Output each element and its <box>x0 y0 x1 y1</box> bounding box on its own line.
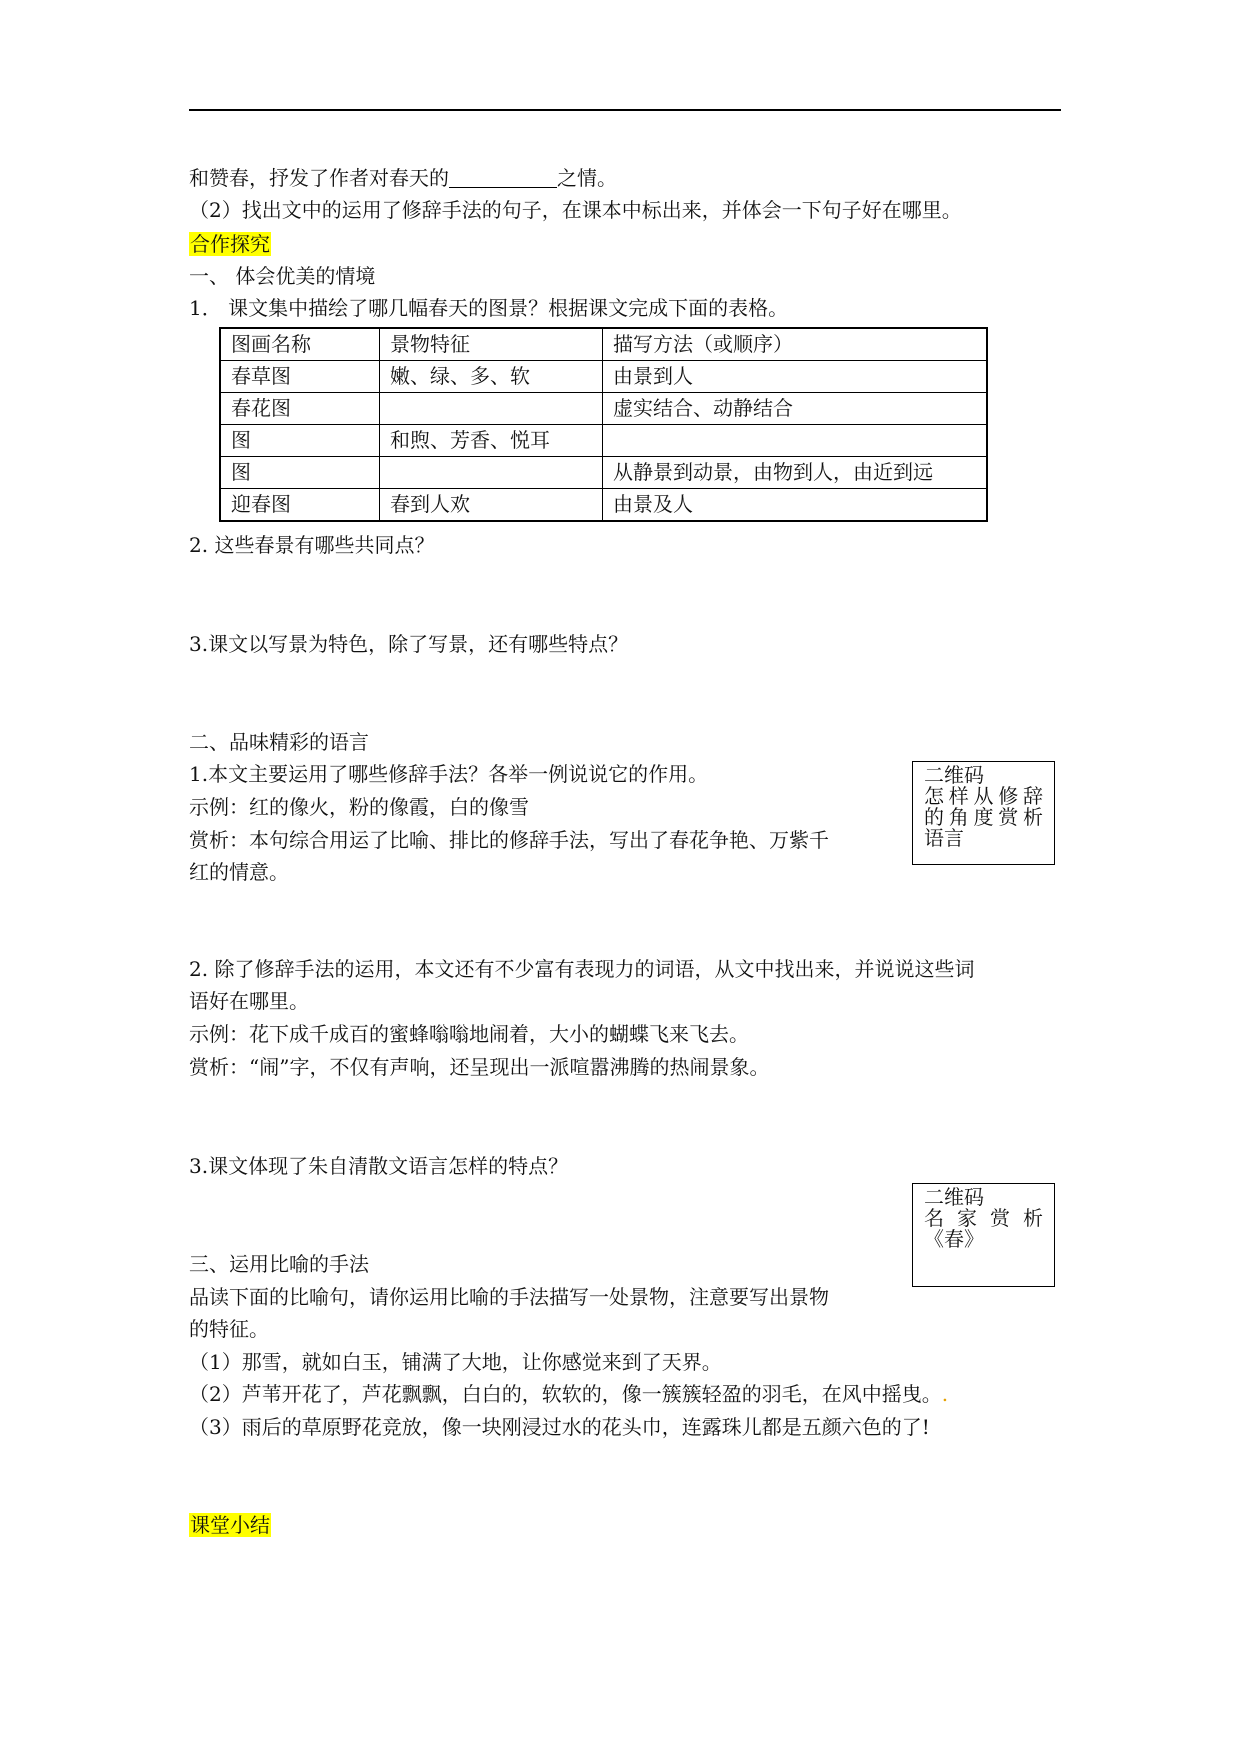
qr-caption-line: 名家赏析 <box>924 1206 1043 1230</box>
analysis-2: 赏析：“闹”字，不仅有声响，还呈现出一派喧嚣沸腾的热闹景象。 <box>189 1055 770 1079</box>
table-cell: 由景到人 <box>603 361 988 393</box>
table-cell[interactable]: 图 <box>220 425 380 457</box>
table-cell: 春花图 <box>220 393 380 425</box>
qr-label: 二维码 <box>924 763 984 787</box>
section-2-title: 二、品味精彩的语言 <box>189 730 369 754</box>
question-1-3: 3.课文以写景为特色，除了写景，还有哪些特点？ <box>189 632 629 656</box>
table-cell: 由景及人 <box>603 489 988 522</box>
qr-code-box-rhetoric[interactable] <box>912 761 1055 865</box>
header-rule <box>189 109 1061 111</box>
cooperative-heading <box>189 230 271 258</box>
table-header-cell: 图画名称 <box>220 328 380 361</box>
metaphor-sentence-2-text: （2）芦苇开花了，芦花飘飘，白白的，软软的，像一簇簇轻盈的羽毛，在风中摇曳。 <box>189 1382 942 1406</box>
table-cell: 和煦、芳香、悦耳 <box>380 425 603 457</box>
analysis-1-line-1: 赏析：本句综合用运了比喻、排比的修辞手法，写出了春花争艳、万紫千 <box>189 828 829 852</box>
highlighted-heading: 课堂小结 <box>190 1513 270 1537</box>
fill-in-blank[interactable] <box>449 167 557 188</box>
table-row <box>220 425 987 457</box>
intro-text-after-blank: 之情。 <box>557 166 617 190</box>
highlighted-heading: 合作探究 <box>190 232 270 256</box>
intro-line-2: （2）找出文中的运用了修辞手法的句子，在课本中标出来，并体会一下句子好在哪里。 <box>189 198 962 222</box>
question-1-2: 2. 这些春景有哪些共同点？ <box>189 533 435 557</box>
table-cell: 春草图 <box>220 361 380 393</box>
table-cell[interactable] <box>380 393 603 425</box>
table-row <box>220 457 987 489</box>
summary-heading <box>189 1511 271 1539</box>
question-2-2-line-1: 2. 除了修辞手法的运用，本文还有不少富有表现力的词语，从文中找出来，并说说这些词 <box>189 957 975 981</box>
scene-table <box>219 327 988 522</box>
analysis-1-line-2: 红的情意。 <box>189 860 289 884</box>
section-1-title: 一、 体会优美的情境 <box>189 264 376 288</box>
metaphor-sentence-1: （1）那雪，就如白玉，铺满了大地，让你感觉来到了天界。 <box>189 1350 722 1374</box>
qr-caption-line: 《春》 <box>924 1227 984 1251</box>
example-1: 示例：红的像火，粉的像霞，白的像雪 <box>189 795 529 819</box>
table-row <box>220 393 987 425</box>
intro-text-before-blank: 和赞春，抒发了作者对春天的 <box>189 166 449 190</box>
metaphor-sentence-2 <box>189 1380 948 1408</box>
metaphor-prompt-line-2: 的特征。 <box>189 1317 269 1341</box>
table-cell[interactable] <box>603 425 988 457</box>
question-2-3: 3.课文体现了朱自清散文语言怎样的特点？ <box>189 1154 569 1178</box>
table-cell: 嫩、绿、多、软 <box>380 361 603 393</box>
qr-label: 二维码 <box>924 1185 984 1209</box>
table-header-cell: 景物特征 <box>380 328 603 361</box>
question-2-2-line-2: 语好在哪里。 <box>189 989 309 1013</box>
qr-caption-line: 怎样从修辞 <box>924 784 1043 808</box>
question-1-1: 1． 课文集中描绘了哪几幅春天的图景？根据课文完成下面的表格。 <box>189 296 789 320</box>
example-2: 示例：花下成千成百的蜜蜂嗡嗡地闹着，大小的蝴蝶飞来飞去。 <box>189 1022 749 1046</box>
table-cell: 从静景到动景，由物到人，由近到远 <box>603 457 988 489</box>
table-row <box>220 489 987 522</box>
table-cell: 迎春图 <box>220 489 380 522</box>
table-header-cell: 描写方法（或顺序） <box>603 328 988 361</box>
metaphor-sentence-3: （3）雨后的草原野花竞放，像一块刚浸过水的花头巾，连露珠儿都是五颜六色的了! <box>189 1415 930 1439</box>
question-2-1: 1.本文主要运用了哪些修辞手法？各举一例说说它的作用。 <box>189 762 709 786</box>
section-3-title: 三、运用比喻的手法 <box>189 1252 369 1276</box>
table-cell: 春到人欢 <box>380 489 603 522</box>
intro-line-1 <box>189 164 617 192</box>
table-row <box>220 361 987 393</box>
table-cell[interactable]: 图 <box>220 457 380 489</box>
table-cell: 虚实结合、动静结合 <box>603 393 988 425</box>
orange-dot-mark: . <box>941 1382 949 1406</box>
qr-code-box-commentary[interactable] <box>912 1183 1055 1287</box>
table-header-row <box>220 328 987 361</box>
metaphor-prompt-line-1: 品读下面的比喻句，请你运用比喻的手法描写一处景物，注意要写出景物 <box>189 1285 829 1309</box>
qr-caption-line: 语言 <box>924 826 964 850</box>
qr-caption-line: 的角度赏析 <box>924 805 1043 829</box>
table-cell[interactable] <box>380 457 603 489</box>
